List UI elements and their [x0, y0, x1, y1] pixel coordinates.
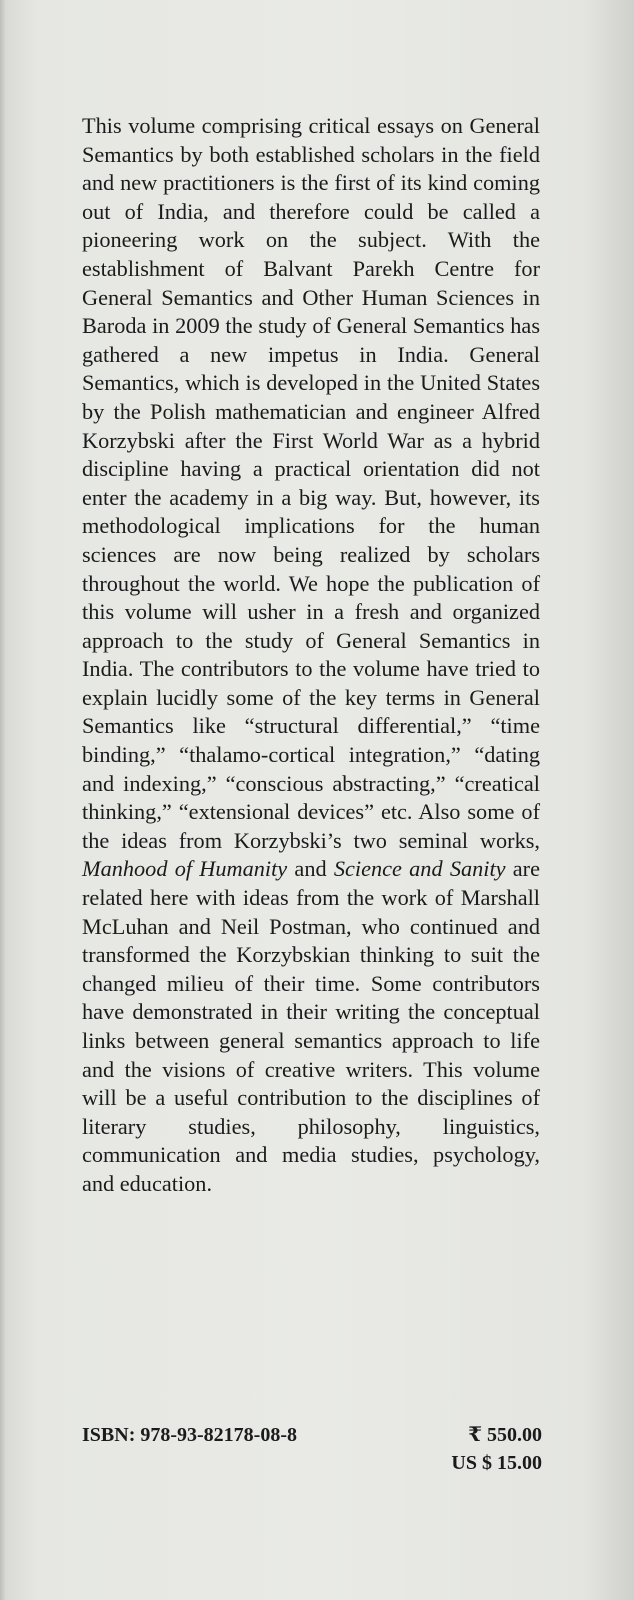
blurb-paragraph [82, 112, 540, 1199]
price-block [451, 1421, 542, 1477]
book-title-science-and-sanity: Science and Sanity [333, 856, 506, 882]
blurb-text-part-3: are related here with ideas from the work of Marshall McLuhan and Neil Postman, who continued and transformed the Korzybskian thinking to suit the changed milieu of their time. Some contributors have demonstrated in their writing the conceptual links between general semantics approach to life and the visions of creative writers. This volume will be a useful contribution to the disciplines of literary studies, philosophy, linguistics, communication and media studies, psychology, and education. [82, 856, 541, 1196]
book-title-manhood-of-humanity: Manhood of Humanity [82, 856, 288, 882]
price-usd: US $ 15.00 [451, 1452, 542, 1474]
blurb-text-part-1: This volume comprising critical essays on General Semantics by both established scholars in the field and new practitioners is the first of its kind coming out of India, and therefore could be called a pioneering work on the subject. With the establishment of Balvant Parekh Centre for General Semantics and Other Human Sciences in Baroda in 2009 the study of General Semantics has gathered a new impetus in India. General Semantics, which is developed in the United States by the Polish mathematician and engineer Alfred Korzybski after the First World War as a hybrid discipline having a practical orientation did not enter the academy in a big way. But, however, its methodological implications for the human sciences are now being realized by scholars throughout the world. We hope the publication of this volume will usher in a fresh and organized approach to the study of General Semantics in India. The contributors to the volume have tried to explain lucidly some of the key terms in General Semantics like “structural differential,” “time binding,” “thalamo-cortical integration,” “dating and indexing,” “conscious abstracting,” “creatical thinking,” “extensional devices” etc. Also some of the ideas from Korzybski’s two seminal works, [82, 113, 540, 853]
blurb-text-part-2: and [287, 856, 334, 882]
price-inr: ₹ 550.00 [468, 1424, 542, 1446]
isbn-label: ISBN: 978-93-82178-08-8 [82, 1424, 297, 1446]
